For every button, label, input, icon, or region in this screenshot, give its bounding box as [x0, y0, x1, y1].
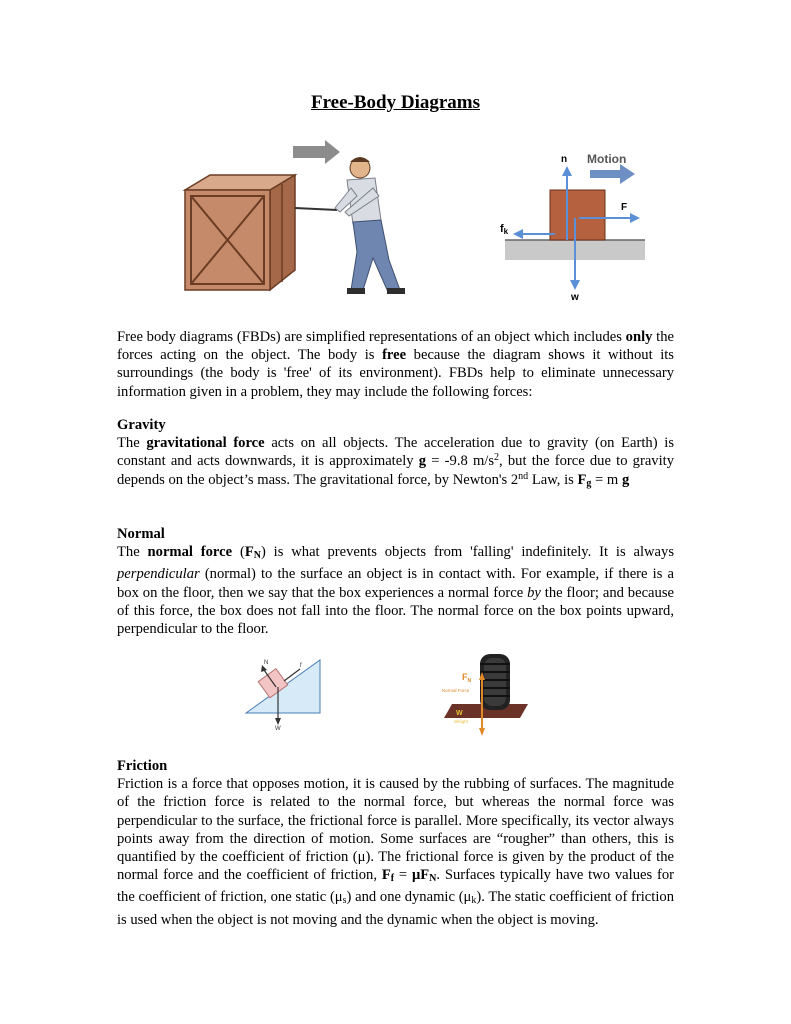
friction-mu: μF	[411, 867, 430, 884]
block-fbd-diagram	[495, 148, 655, 303]
friction-text-5: ). The static coefficient of friction is used when the object is not moving and the dynamic when the object is moving.	[117, 889, 674, 928]
box-icon	[550, 190, 605, 240]
gravity-section	[117, 416, 674, 493]
man-figure-icon	[335, 157, 405, 294]
incline-fbd-diagram	[240, 655, 330, 730]
page-title: Free-Body Diagrams	[310, 92, 481, 113]
svg-text:fk	[500, 223, 509, 236]
normal-italic-2: by	[527, 584, 541, 601]
intro-free: free	[382, 347, 407, 364]
friction-section	[117, 757, 674, 929]
gravity-paragraph	[117, 434, 674, 493]
friction-heading: Friction	[117, 758, 168, 774]
intro-text-1: Free body diagrams (FBDs) are simplified representations of an object which includes	[117, 329, 626, 345]
tire-force-label: F	[462, 672, 468, 682]
friction-text-4: ) and one dynamic (μ	[346, 889, 472, 906]
normal-text-1: The	[117, 544, 148, 561]
normal-text-5: the floor; and because of this force, the box does not fall into the floor. The normal force on the box points upward, perpendicular to the floor.	[117, 584, 674, 638]
normal-section	[117, 525, 674, 638]
tire-weight-label: Weight	[454, 719, 468, 724]
tire-force-sub: N	[467, 678, 472, 684]
tire-fbd-diagram	[440, 652, 535, 737]
gravity-exponent: 2	[494, 452, 500, 464]
friction-kinetic-sub: k	[471, 895, 477, 907]
friction-Ff: F	[381, 867, 391, 884]
gravity-heading: Gravity	[117, 417, 166, 433]
tire-icon	[480, 654, 510, 710]
svg-text:FN	[462, 672, 472, 684]
intro-only: only	[625, 329, 653, 345]
crate-icon	[185, 175, 295, 290]
gravity-bold-1: gravitational force	[146, 435, 265, 452]
friction-force-label: f	[500, 223, 504, 235]
incline-normal-label: N	[264, 660, 269, 666]
incline-friction-label: f	[300, 663, 302, 669]
gravity-text-2: acts on all objects. The acceleration due to gravity (on Earth) is constant and acts downwards, it is approximately	[117, 435, 674, 470]
normal-italic-1: perpendicular	[117, 566, 200, 583]
friction-paragraph	[117, 775, 674, 929]
intro-text-3: because the diagram shows it without its surroundings (the body is 'free' of its environment). FBDs help to eliminate unnecessary information given in a problem, they may include the following forces:	[117, 347, 674, 400]
intro-section	[117, 328, 674, 401]
crate-push-illustration	[175, 140, 415, 300]
normal-heading: Normal	[117, 526, 165, 542]
friction-text-3: . Surfaces typically have two values for the coefficient of friction, one static (μ	[117, 867, 674, 906]
intro-text-2: the forces acting on the object. The body is	[117, 329, 675, 364]
intro-paragraph	[117, 328, 674, 401]
normal-text-2: (	[232, 544, 245, 561]
motion-label: Motion	[587, 152, 627, 166]
gravity-g2: g	[621, 471, 630, 488]
gravity-g: g	[418, 453, 427, 470]
gravity-text-4: , but the force due to gravity depends on the object’s mass. The gravitational force, by Newton's 2	[117, 453, 675, 488]
friction-Ff-sub: f	[390, 873, 395, 885]
normal-F: F	[244, 544, 254, 561]
gravity-text-3: = -9.8 m/s	[426, 453, 495, 470]
motion-arrow-icon	[293, 140, 340, 164]
tire-normal-force-label: Normal Force	[442, 688, 470, 693]
gravity-nd: nd	[518, 470, 529, 482]
friction-text-1: Friction is a force that opposes motion, it is caused by the rubbing of surfaces. The magnitude of the friction force is related to the normal force, but whereas the normal force was perpendicular to the surface, the frictional force is parallel. More specifically, its vector always points away from the direction of motion. Some surfaces are “rougher” than others, this is quantified by the coefficient of friction (μ). The frictional force is given by the product of the normal force and the coefficient of friction,	[117, 776, 674, 884]
gravity-text-5: Law, is	[528, 471, 578, 488]
friction-text-2: =	[394, 867, 412, 884]
gravity-text-6: = m	[591, 471, 622, 488]
normal-text-4: (normal) to the surface an object is in contact with. For example, if there is a box on the floor, then we say that the box experiences a normal force	[117, 566, 674, 601]
friction-static-sub: s	[342, 895, 347, 907]
normal-sub: N	[253, 550, 261, 562]
normal-text-3: ) is what prevents objects from 'falling' indefinitely. It is always	[260, 544, 674, 561]
incline-weight-label: W	[275, 726, 281, 730]
weight-label: w	[571, 292, 579, 303]
friction-mu-sub: N	[429, 873, 437, 885]
friction-force-sub: k	[503, 227, 509, 236]
gravity-F: F	[577, 471, 587, 488]
normal-force-label: n	[561, 154, 568, 165]
gravity-text-1: The	[117, 435, 147, 452]
gravity-sub: g	[586, 477, 592, 489]
normal-bold-1: normal force	[147, 544, 233, 561]
tire-weight-W-label: W	[456, 710, 463, 717]
normal-paragraph	[117, 543, 674, 638]
applied-force-label: F	[621, 202, 628, 213]
